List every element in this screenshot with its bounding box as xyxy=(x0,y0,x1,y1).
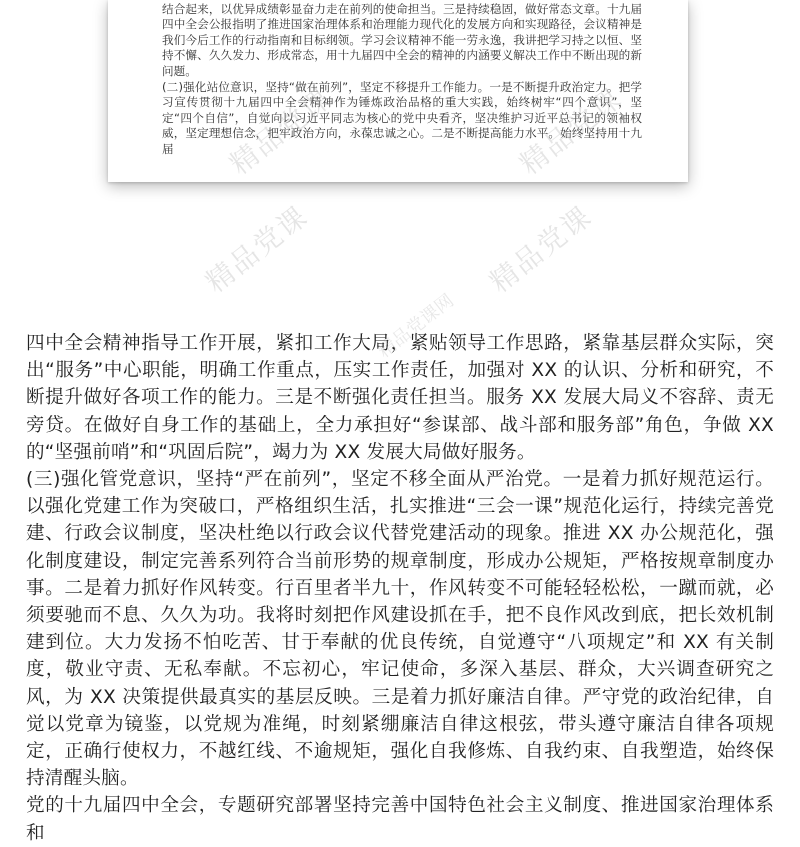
watermark: 精品党课 xyxy=(483,199,599,300)
watermark: 精品党课 xyxy=(199,199,315,300)
body-paragraph: 四中全会精神指导工作开展，紧扣工作大局，紧贴领导工作思路，紧靠基层群众实际，突出“服务”中心职能，明确工作重点，压实工作责任，加强对 XX 的认识、分析和研究，不断提升做好各项工作的能力。三是不断强化责任担当。服务 XX 发展大局义不容辞、责无旁贷。在做好自身工作的基础上，全力承担好“参谋部、战斗部和服务部”角色，争做 XX 的“坚强前哨”和“巩固后院”，竭力为 XX 发展大局做好服务。 xyxy=(26,333,774,463)
watermark: 精品党课 xyxy=(223,81,339,182)
watermark: 精品党课网 xyxy=(373,290,458,363)
preview-paragraph: 结合起来，以优异成绩彰显奋力走在前列的使命担当。三是持续稳固，做好常态文章。十九届四中全会公报指明了推进国家治理体系和治理能力现代化的发展方向和实现路径，会议精神是我们今后工作的行动指南和目标纲领。学习会议精神不能一劳永逸，我讲把学习持之以恒、坚持不懈、久久发力、形成常态，用十九届四中全会的精神的内涵要义解决工作中不断出现的新问题。 xyxy=(162,1,642,78)
body-paragraph: 党的十九届四中全会，专题研究部署坚持完善中国特色社会主义制度、推进国家治理体系和 xyxy=(26,795,774,844)
document-body xyxy=(26,330,774,847)
body-paragraph: (三)强化管党意识，坚持“严在前列”，坚定不移全面从严治党。一是着力抓好规范运行。以强化党建工作为突破口，严格组织生活，扎实推进“三会一课”规范化运行，持续完善党建、行政会议制度，坚决杜绝以行政会议代替党建活动的现象。推进 XX 办公规范化，强化制度建设，制定完善系列符合当前形势的规章制度，形成办公规矩，严格按规章制度办事。二是着力抓好作风转变。行百里者半九十，作风转变不可能轻轻松松，一蹴而就，必须要驰而不息、久久为功。我将时刻把作风建设抓在手，把不良作风改到底，把长效机制建到位。大力发扬不怕吃苦、甘于奉献的优良传统，自觉遵守“八项规定”和 XX 有关制度，敬业守责、无私奉献。不忘初心，牢记使命，多深入基层、群众，大兴调查研究之风，为 XX 决策提供最真实的基层反映。三是着力抓好廉洁自律。严守党的政治纪律，自觉以党章为镜鉴，以党规为准绳，时刻紧绷廉洁自律这根弦，带头遵守廉洁自律各项规定，正确行使权力，不越红线、不逾规矩，强化自我修炼、自我约束、自我塑造，始终保持清醒头脑。 xyxy=(26,469,774,790)
watermark: 精品党课 xyxy=(513,81,629,182)
preview-paragraph: (二)强化站位意识，坚持“做在前列”，坚定不移提升工作能力。一是不断提升政治定力。把学习宣传贯彻十九届四中全会精神作为锤炼政治品格的重大实践，始终树牢“四个意识”，坚定“四个自信”，自觉向以习近平同志为核心的党中央看齐，坚决维护习近平总书记的领袖权威，坚定理想信念，把牢政治方向，永葆忠诚之心。二是不断提高能力水平。始终坚持用十九届 xyxy=(162,79,642,156)
document-preview-text xyxy=(162,0,642,158)
document-preview-card xyxy=(112,0,684,174)
